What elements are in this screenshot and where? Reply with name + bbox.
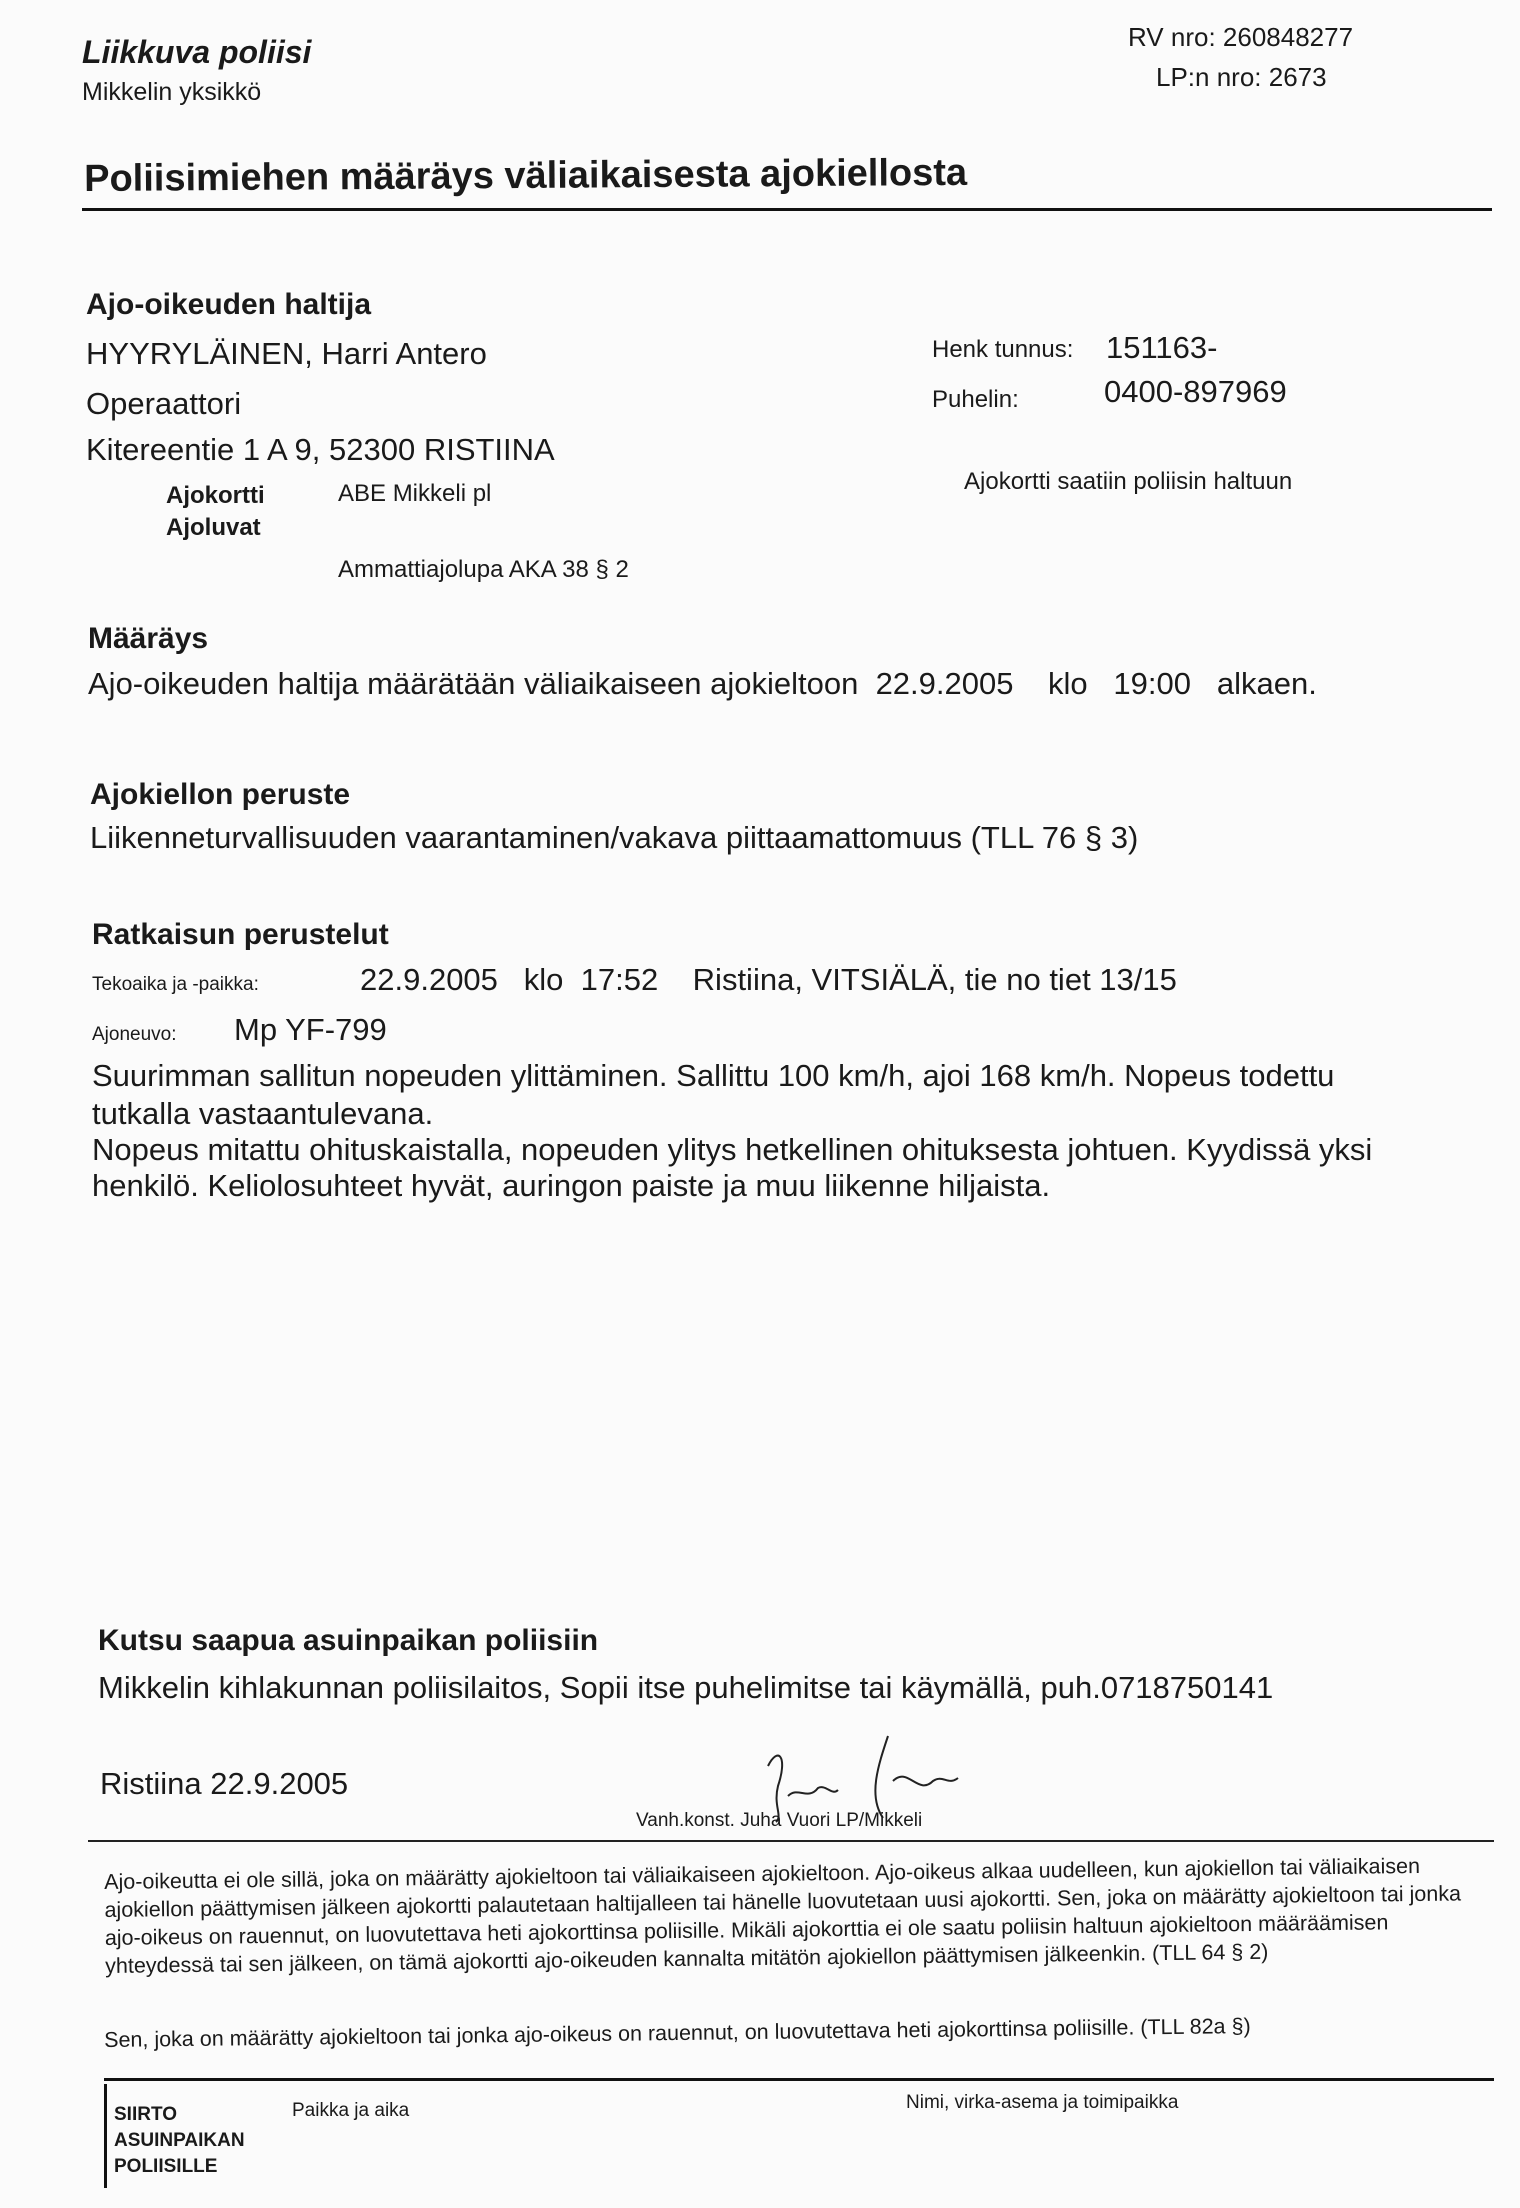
reasoning-heading: Ratkaisun perustelut	[92, 918, 389, 951]
reasoning-line: Nopeus mitattu ohituskaistalla, nopeuden ylitys hetkellinen ohituksesta johtuen. Kyydissä yksi	[92, 1132, 1373, 1167]
transfer-label-2: ASUINPAIKAN	[114, 2130, 245, 2151]
order-heading: Määräys	[88, 622, 209, 655]
offense-time-place: 22.9.2005 klo 17:52 Ristiina, VITSIÄLÄ, tie no tiet 13/15	[360, 962, 1177, 997]
transfer-label-1: SIIRTO	[114, 2104, 177, 2125]
seized-note: Ajokortti saatiin poliisin haltuun	[964, 468, 1293, 495]
id-value: 151163-	[1106, 330, 1218, 365]
order-text: Ajo-oikeuden haltija määrätään väliaikaiseen ajokieltoon 22.9.2005 klo 19:00 alkaen.	[88, 666, 1317, 701]
holder-heading: Ajo-oikeuden haltija	[86, 288, 372, 321]
signature-divider	[88, 1840, 1494, 1842]
unit-name: Mikkelin yksikkö	[82, 78, 262, 106]
place-time-label: Paikka ja aika	[292, 2100, 410, 2121]
transfer-box-border	[104, 2084, 107, 2188]
holder-occupation: Operaattori	[86, 386, 242, 421]
holder-name: HYYRYLÄINEN, Harri Antero	[86, 336, 487, 371]
license-label: Ajokortti	[166, 482, 265, 509]
document-title: Poliisimiehen määräys väliaikaisesta ajokiellosta	[84, 151, 968, 200]
vehicle-value: Mp YF-799	[234, 1012, 387, 1047]
phone-value: 0400-897969	[1104, 374, 1287, 409]
rv-number: RV nro: 260848277	[1128, 22, 1354, 52]
id-label: Henk tunnus:	[932, 336, 1074, 363]
grounds-heading: Ajokiellon peruste	[90, 778, 351, 811]
place-date: Ristiina 22.9.2005	[100, 1766, 349, 1801]
transfer-divider	[104, 2078, 1494, 2081]
title-divider	[82, 208, 1492, 211]
reasoning-line: henkilö. Keliolosuhteet hyvät, auringon paiste ja muu liikenne hiljaista.	[92, 1168, 1051, 1203]
permits-value: Ammattiajolupa AKA 38 § 2	[338, 556, 629, 583]
name-title-label: Nimi, virka-asema ja toimipaikka	[906, 2092, 1179, 2113]
legal-paragraph-2: Sen, joka on määrätty ajokieltoon tai jonka ajo-oikeus on rauennut, on luovutettava heti ajokorttinsa poliisille. (TLL 82a §)	[104, 2013, 1251, 2052]
officer-name: Vanh.konst. Juha Vuori LP/Mikkeli	[636, 1810, 923, 1831]
lp-number: LP:n nro: 2673	[1156, 62, 1327, 92]
organization-name: Liikkuva poliisi	[82, 34, 312, 70]
phone-label: Puhelin:	[932, 386, 1019, 413]
summons-heading: Kutsu saapua asuinpaikan poliisiin	[98, 1624, 599, 1657]
transfer-label-3: POLIISILLE	[114, 2156, 218, 2177]
grounds-text: Liikenneturvallisuuden vaarantaminen/vakava piittaamattomuus (TLL 76 § 3)	[90, 820, 1139, 855]
reasoning-line: Suurimman sallitun nopeuden ylittäminen. Sallittu 100 km/h, ajoi 168 km/h. Nopeus todettu	[92, 1058, 1335, 1093]
holder-address: Kitereentie 1 A 9, 52300 RISTIINA	[86, 432, 555, 467]
license-value: ABE Mikkeli pl	[338, 480, 492, 507]
permits-label: Ajoluvat	[166, 514, 261, 541]
reasoning-line: tutkalla vastaantulevana.	[92, 1096, 434, 1131]
legal-paragraph: Ajo-oikeutta ei ole sillä, joka on määrätty ajokieltoon tai väliaikaiseen ajokieltoon. Ajo-oikeus alkaa uudelleen, kun ajokiellon tai väliaikaisen ajokiellon päättymisen jälkeen ajokortti palautetaan haltijalleen tai hänelle luovutetaan uusi ajokortti. Sen, joka on määrätty ajokieltoon tai jonka ajo-oikeus on rauennut, on luovutettava heti ajokorttinsa poliisille. Mikäli ajokorttia ei ole saatu poliisin haltuun ajokieltoon määräämisen yhteydessä tai sen jälkeen, on tämä ajokortti ajo-oikeuden kannalta mitätön ajokiellon päättymisen jälkeenkin. (TLL 64 § 2)	[104, 1853, 1462, 1978]
summons-text: Mikkelin kihlakunnan poliisilaitos, Sopii itse puhelimitse tai käymällä, puh.0718750141	[98, 1670, 1274, 1705]
time-place-label: Tekoaika ja -paikka:	[92, 974, 259, 995]
vehicle-label: Ajoneuvo:	[92, 1024, 177, 1045]
